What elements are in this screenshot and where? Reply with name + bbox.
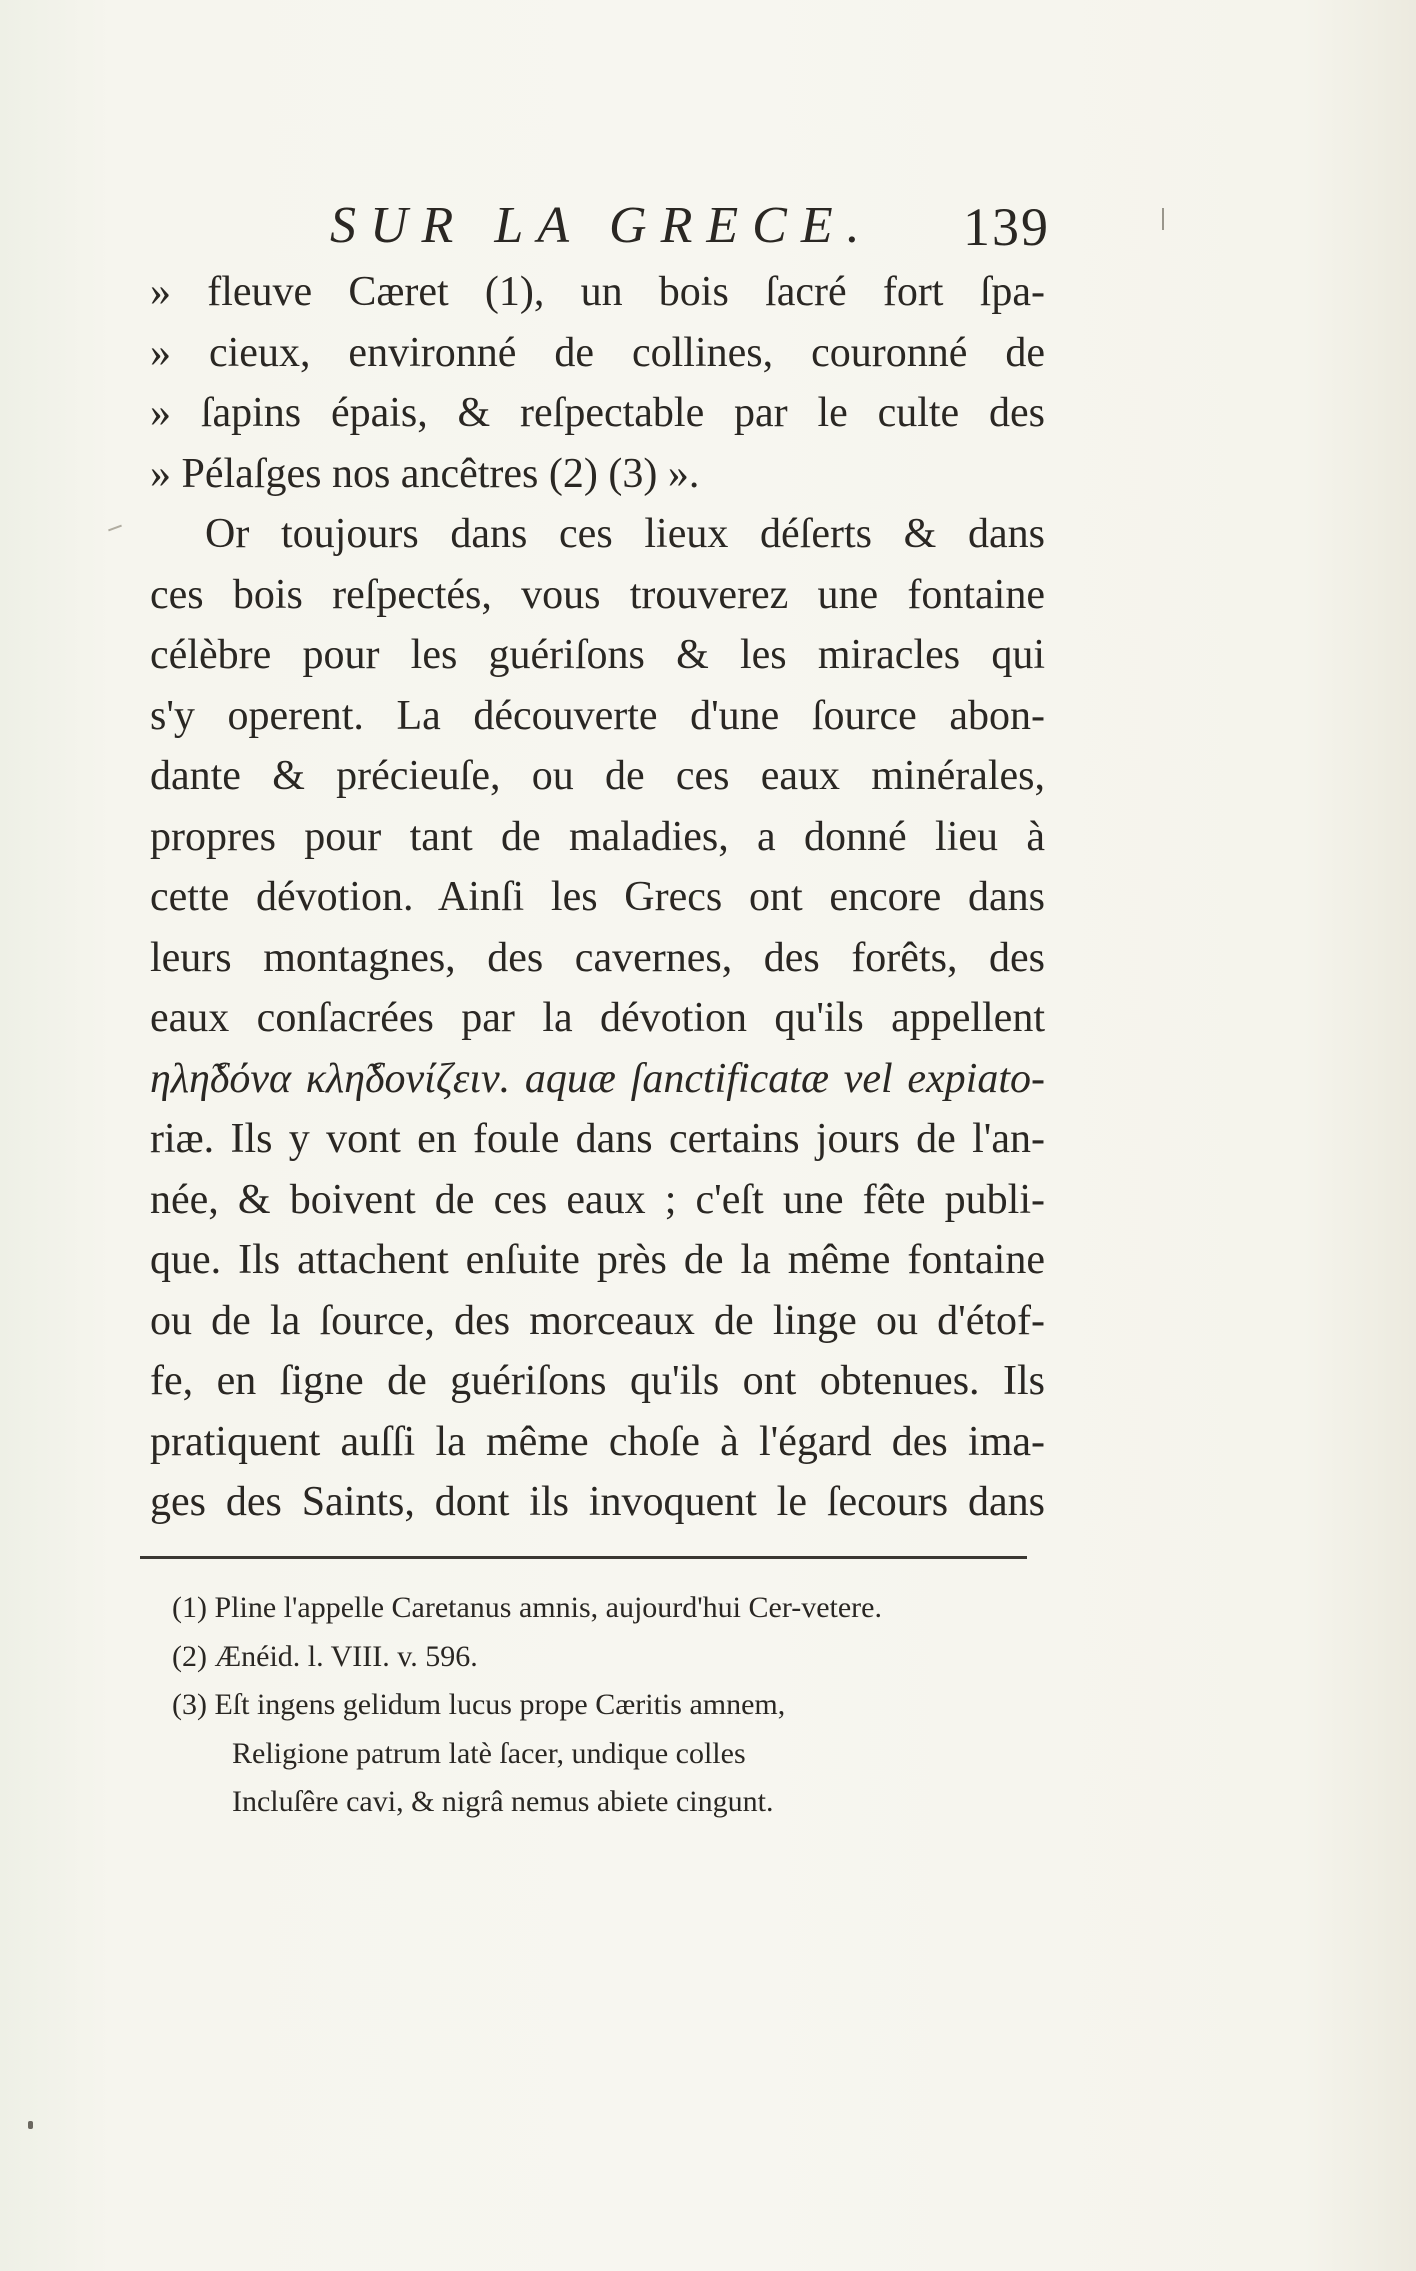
text-line: ηλη̃δόνα κλη̃δονίζειν. aquæ ſanctificatæ vel expiato-: [150, 1055, 1045, 1102]
text-line: célèbre pour les guériſons & les miracles qui: [150, 632, 1045, 678]
text-line: propres pour tant de maladies, a donné lieu à: [150, 813, 1045, 860]
margin-mark: [1162, 208, 1164, 230]
page-header: [330, 196, 1050, 266]
footnote-rule: [140, 1556, 1027, 1559]
ink-speck: [28, 2121, 33, 2129]
running-head: SUR LA GRECE.: [330, 197, 874, 254]
text-line: pratiquent auſſi la même choſe à l'égard des ima-: [150, 1418, 1045, 1465]
footnote-continuation: Religione patrum latè ſacer, undique colles: [232, 1736, 746, 1770]
text-line: ou de la ſource, des morceaux de linge ou d'étof-: [150, 1297, 1045, 1344]
text-line: » Pélaſges nos ancêtres (2) (3) ».: [150, 450, 700, 497]
text-line: s'y operent. La découverte d'une ſource abon-: [150, 692, 1045, 739]
footnote-continuation: Incluſêre cavi, & nigrâ nemus abiete cingunt.: [232, 1785, 774, 1818]
text-line: leurs montagnes, des cavernes, des forêts, des: [150, 934, 1045, 981]
text-line: » cieux, environné de collines, couronné de: [150, 329, 1045, 376]
footnotes: [172, 1584, 932, 1827]
text-line: ces bois reſpectés, vous trouverez une fontaine: [150, 571, 1045, 618]
text-line: dante & précieuſe, ou de ces eaux minérales,: [150, 753, 1045, 799]
text-line: » fleuve Cæret (1), un bois ſacré fort ſpa-: [150, 269, 1045, 315]
text-line: Or toujours dans ces lieux déſerts & dans: [205, 511, 1045, 557]
footnote: (1) Pline l'appelle Caretanus amnis, aujourd'hui Cer-vetere.: [172, 1591, 882, 1624]
footnote: (3) Eſt ingens gelidum lucus prope Cæritis amnem,: [172, 1688, 786, 1721]
text-line: née, & boivent de ces eaux ; c'eſt une fête publi-: [150, 1176, 1045, 1223]
text-line: riæ. Ils y vont en foule dans certains jours de l'an-: [150, 1116, 1045, 1162]
page-number: 139: [963, 197, 1050, 257]
margin-dash: [108, 525, 122, 532]
text-line: ges des Saints, dont ils invoquent le ſecours dans: [150, 1479, 1045, 1525]
text-line: eaux conſacrées par la dévotion qu'ils appellent: [150, 995, 1045, 1041]
text-line: que. Ils attachent enſuite près de la même fontaine: [150, 1237, 1045, 1283]
text-line: fe, en ſigne de guériſons qu'ils ont obtenues. Ils: [150, 1358, 1045, 1404]
footnote: (2) Ænéid. l. VIII. v. 596.: [172, 1639, 478, 1673]
text-line: cette dévotion. Ainſi les Grecs ont encore dans: [150, 874, 1045, 920]
text-line: » ſapins épais, & reſpectable par le culte des: [150, 390, 1045, 436]
body-text: [150, 262, 1045, 1533]
